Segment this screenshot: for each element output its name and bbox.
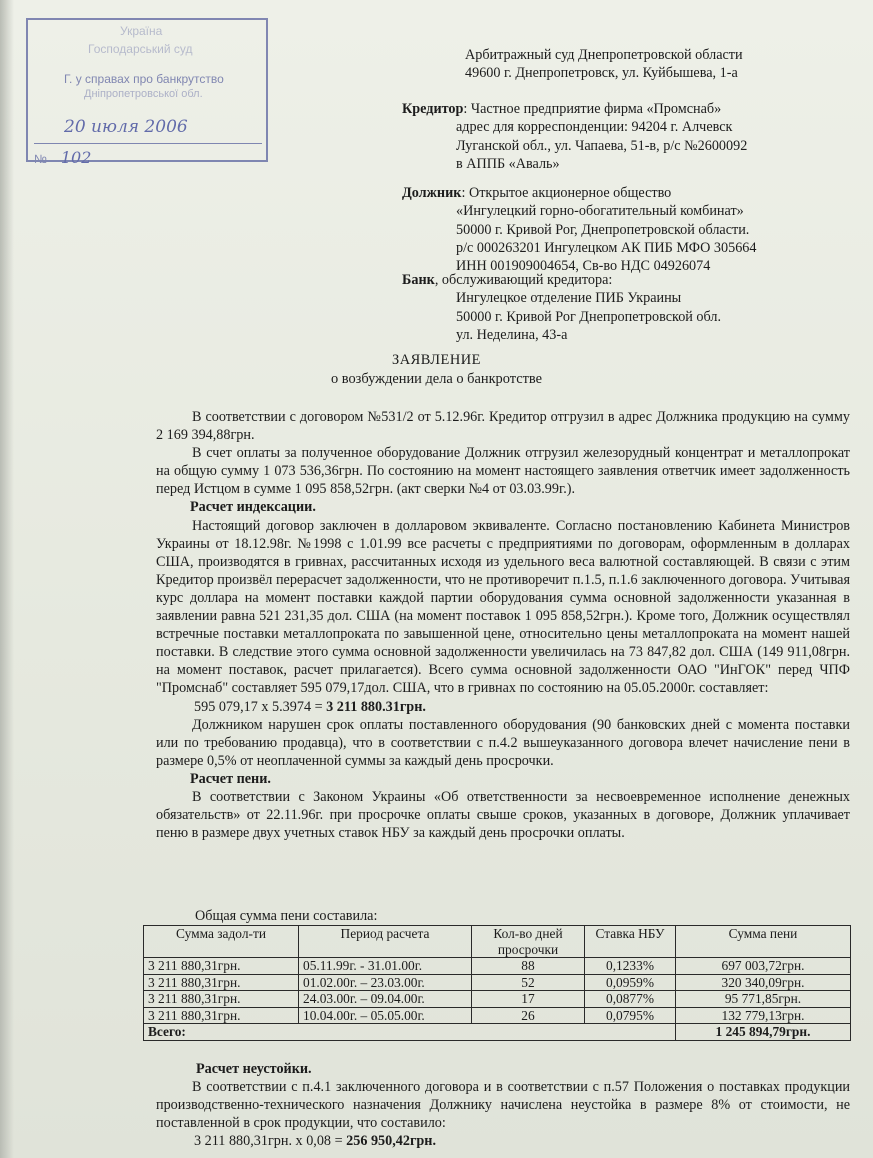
cell-debt: 3 211 880,31грн.	[144, 958, 299, 975]
debtor-line-3: 50000 г. Кривой Рог, Днепропетровской области.	[456, 221, 750, 238]
cell-debt: 3 211 880,31грн.	[144, 974, 299, 991]
heading-indexation: Расчет индексации.	[190, 499, 316, 516]
paragraph-3: Настоящий договор заключен в долларовом эквиваленте. Согласно постановлению Кабинета Министров Украины от 18.12.98г. №1998 с 1.01.99 все расчеты с предприятиями по договорам, оформленным в долларах США, производятся в гривнах, рассчитанных исходя из удельного веса валютной составляющей. В связи с этим Кредитор произвёл перерасчет задолженности, что не противоречит п.1.5, п.1.6 заключенного договора. Учитывая курс доллара на момент поставки каждой партии оборудования сумма основной задолженности указанная в заявлении равна 521 231,35 дол. США (на момент поставок 1 095 858,52грн.). Кроме того, Должник осуществлял встречные поставки металлопроката по завышенной цене, относительно цены металлопроката на момент нашей поставки. В следствие этого сумма основной задолженности увеличилась на 73 847,82 дол. США (149 911,08грн. на момент поставок, расчет прилагается). Всего сумма основной задолженности ОАО "ИнГОК" перед ЧПФ "Промснаб" составляет 595 079,17дол. США, что в гривнах по состоянию на 05.05.2000г. составляет:	[156, 517, 850, 697]
col-header-debt: Сумма задол-ти	[144, 926, 299, 958]
stamp-date-line	[34, 117, 262, 144]
stamp-number-line	[34, 148, 134, 167]
col-header-penalty: Сумма пени	[676, 926, 851, 958]
paragraph-4: Должником нарушен срок оплаты поставленного оборудования (90 банковских дней с момента поставки или по требованию продавца), что в соответствии с п.4.2 вышеуказанного договора влечет начисление пени в размере 0,5% от неоплаченной суммы за каждый день просрочки.	[156, 716, 850, 769]
document-subtitle: о возбуждении дела о банкротстве	[330, 371, 542, 387]
bank-line-2: Ингулецкое отделение ПИБ Украины	[456, 290, 682, 307]
body-section-1	[156, 408, 850, 842]
cell-debt: 3 211 880,31грн.	[144, 991, 299, 1008]
cell-rate: 0,0959%	[585, 974, 676, 991]
cell-penalty: 132 779,13грн.	[676, 1007, 851, 1024]
registration-stamp	[26, 18, 268, 167]
document-title: ЗАЯВЛЕНИЕ	[392, 352, 481, 368]
court-address	[465, 46, 743, 83]
debtor-block	[402, 184, 757, 275]
debtor-label: Должник	[402, 185, 462, 201]
creditor-line-1: : Частное предприятие фирма «Промснаб»	[463, 101, 722, 117]
debtor-line-2: «Ингулецкий горно-обогатительный комбинат»	[456, 203, 744, 220]
table-total-row	[144, 1024, 851, 1041]
calculation-1	[156, 698, 850, 716]
scan-edge-shadow	[0, 0, 14, 1158]
calculation-1-expression: 595 079,17 х 5.3974 =	[194, 698, 327, 715]
debtor-line-1: : Открытое акционерное общество	[461, 185, 672, 201]
bank-block	[402, 271, 721, 344]
table-row	[144, 1007, 851, 1024]
cell-rate: 0,1233%	[585, 958, 676, 975]
cell-period: 10.04.00г. – 05.05.00г.	[299, 1007, 472, 1024]
heading-forfeit: Расчет неустойки.	[196, 1061, 312, 1077]
cell-days: 17	[472, 991, 585, 1008]
calculation-1-result: 3 211 880.31грн.	[326, 698, 426, 715]
creditor-block	[402, 100, 747, 173]
calculation-2-result: 256 950,42грн.	[346, 1133, 437, 1150]
cell-days: 52	[472, 974, 585, 991]
table-row	[144, 991, 851, 1008]
cell-debt: 3 211 880,31грн.	[144, 1007, 299, 1024]
table-row	[144, 958, 851, 975]
cell-rate: 0,0877%	[585, 991, 676, 1008]
paragraph-1: В соответствии с договором №531/2 от 5.12.96г. Кредитор отгрузил в адрес Должника продукцию на сумму 2 169 394,88грн.	[156, 409, 850, 444]
heading-penalty: Расчет пени.	[190, 770, 271, 787]
cell-period: 24.03.00г. – 09.04.00г.	[299, 991, 472, 1008]
bank-line-4: ул. Неделина, 43-а	[456, 326, 568, 343]
table-caption: Общая сумма пени составила:	[195, 908, 378, 924]
col-header-period: Период расчета	[299, 926, 472, 958]
penalty-table	[143, 925, 851, 1041]
col-header-days: Кол-во дней просрочки	[472, 926, 585, 958]
stamp-number-label: №	[34, 152, 47, 166]
calculation-2	[156, 1132, 850, 1150]
stamp-number: 102	[60, 148, 92, 167]
bank-line-1: , обслуживающий кредитора:	[434, 272, 613, 288]
cell-days: 88	[472, 958, 585, 975]
creditor-label: Кредитор	[402, 101, 464, 117]
cell-penalty: 95 771,85грн.	[676, 991, 851, 1008]
debtor-line-4: р/с 000263201 Ингулецком АК ПИБ МФО 305664	[456, 239, 757, 256]
cell-period: 05.11.99г. - 31.01.00г.	[299, 958, 472, 975]
table-row	[144, 974, 851, 991]
cell-period: 01.02.00г. – 23.03.00г.	[299, 974, 472, 991]
bank-label: Банк	[402, 272, 435, 288]
cell-penalty: 697 003,72грн.	[676, 958, 851, 975]
cell-days: 26	[472, 1007, 585, 1024]
stamp-date: 20 июля 2006	[64, 117, 188, 137]
table-header-row	[144, 926, 851, 958]
col-header-rate: Ставка НБУ	[585, 926, 676, 958]
stamp-line-4: Дніпропетровської обл.	[84, 88, 203, 100]
cell-rate: 0,0795%	[585, 1007, 676, 1024]
court-name: Арбитражный суд Днепропетровской области	[465, 47, 743, 63]
total-label: Всего:	[144, 1024, 676, 1041]
stamp-line-2: Господарський суд	[88, 42, 193, 56]
total-value: 1 245 894,79грн.	[676, 1024, 851, 1041]
court-postal-address: 49600 г. Днепропетровск, ул. Куйбышева, 1-а	[465, 65, 738, 82]
paragraph-2: В счет оплаты за полученное оборудование Должник отгрузил железорудный концентрат и металлопрокат на общую сумму 1 073 536,36грн. По состоянию на момент настоящего заявления ответчик имеет задолженность перед Истцом в сумме 1 095 858,52грн. (акт сверки №4 от 03.03.99г.).	[156, 445, 850, 498]
creditor-line-4: в АППБ «Аваль»	[456, 155, 560, 172]
debtor-line-5: ИНН 001909004654, Св-во НДС 04926074	[456, 258, 711, 275]
paragraph-5: В соответствии с Законом Украины «Об ответственности за несвоевременное исполнение денежных обязательств» от 22.11.96г. при просрочке оплаты свыше сроков, указанных в договоре, Должник уплачивает пеню в размере двух учетных ставок НБУ за каждый день просрочки оплаты.	[156, 788, 850, 842]
body-section-2	[156, 1060, 850, 1150]
cell-penalty: 320 340,09грн.	[676, 974, 851, 991]
paragraph-6: В соответствии с п.4.1 заключенного договора и в соответствии с п.57 Положения о поставках продукции производственно-технического назначения Должнику начислена неустойка в размере 8% от стоимости, не поставленной в срок продукции, что составило:	[156, 1079, 850, 1132]
bank-line-3: 50000 г. Кривой Рог Днепропетровской обл.	[456, 308, 722, 325]
stamp-line-3: Г. у справах про банкрутство	[64, 72, 224, 86]
creditor-line-2: адрес для корреспонденции: 94204 г. Алчевск	[456, 119, 733, 136]
calculation-2-expression: 3 211 880,31грн. х 0,08 =	[194, 1133, 347, 1150]
stamp-line-1: Україна	[120, 24, 163, 38]
creditor-line-3: Луганской обл., ул. Чапаева, 51-в, р/с №2600092	[456, 137, 748, 154]
